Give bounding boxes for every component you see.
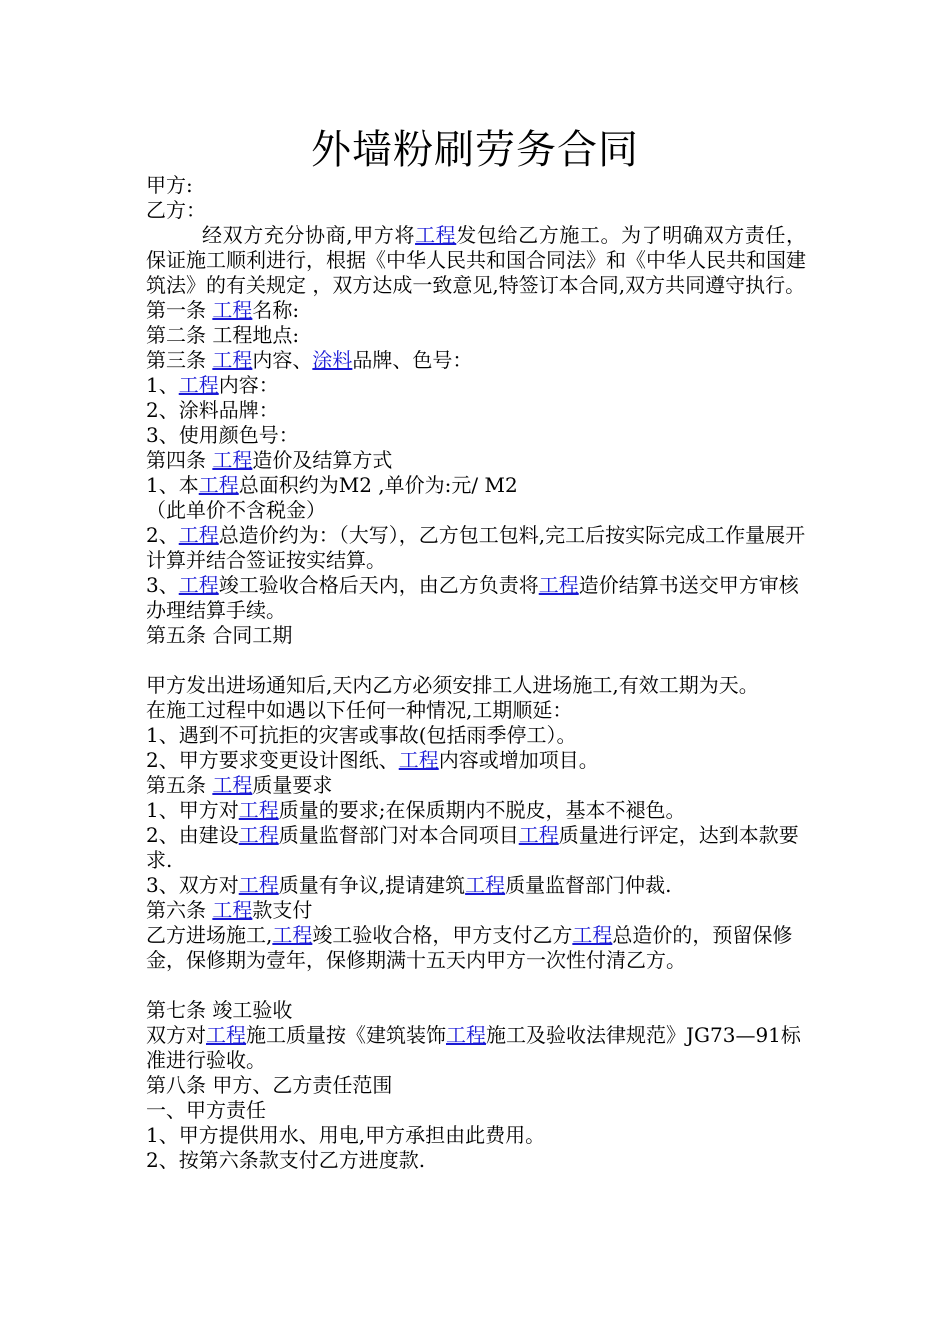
- text-run: 2、按第六条款支付乙方进度款.: [146, 1148, 426, 1172]
- text-run: 双方对: [146, 1023, 206, 1047]
- text-run: 竣工验收合格，甲方支付乙方: [312, 923, 573, 947]
- term-link[interactable]: 工程: [238, 823, 279, 847]
- text-run: 乙方：: [146, 198, 206, 222]
- term-link[interactable]: 工程: [518, 823, 559, 847]
- text-run: 品牌、色号：: [352, 348, 473, 372]
- text-run: 造价及结算方式: [252, 448, 393, 472]
- text-run: 内容或增加项目。: [438, 748, 599, 772]
- term-link[interactable]: 工程: [272, 923, 313, 947]
- text-run: 施工质量按《建筑装饰: [246, 1023, 446, 1047]
- term-link[interactable]: 工程: [212, 773, 253, 797]
- text-run: 1、甲方对: [146, 798, 239, 822]
- text-run: 质量监督部门对本合同项目: [278, 823, 519, 847]
- text-run: 经双方充分协商,甲方将: [202, 223, 416, 247]
- term-link[interactable]: 工程: [178, 373, 219, 397]
- text-run: （此单价不含税金）: [146, 498, 326, 522]
- document-title: 外墙粉刷劳务合同: [311, 127, 639, 173]
- paragraph: [146, 1148, 806, 1173]
- paragraph: [146, 373, 806, 398]
- text-run: 第六条: [146, 898, 213, 922]
- text-run: 质量要求: [252, 773, 333, 797]
- text-run: 名称:: [252, 298, 300, 322]
- text-run: 第七条 竣工验收: [146, 998, 293, 1022]
- term-link[interactable]: 工程: [178, 573, 219, 597]
- paragraph: [146, 1098, 806, 1123]
- blank-line: [146, 648, 806, 673]
- text-run: 质量监督部门仲裁.: [505, 873, 672, 897]
- paragraph: [146, 498, 806, 523]
- paragraph: [146, 398, 806, 423]
- text-run: 竣工验收合格后天内，由乙方负责将: [218, 573, 539, 597]
- text-run: 2、由建设: [146, 823, 239, 847]
- term-link[interactable]: 工程: [572, 923, 613, 947]
- term-link[interactable]: 工程: [538, 573, 579, 597]
- text-run: 内容、: [252, 348, 313, 372]
- text-run: 第二条 工程地点:: [146, 323, 300, 347]
- paragraph: [146, 998, 806, 1023]
- paragraph: [146, 473, 806, 498]
- term-link[interactable]: 工程: [238, 873, 279, 897]
- paragraph: [146, 1123, 806, 1148]
- paragraph: [146, 523, 806, 573]
- text-run: 施工及验收法律规范》JG73—91标准进行验收。: [146, 1023, 801, 1072]
- text-run: 内容：: [218, 373, 279, 397]
- paragraph: [146, 573, 806, 623]
- paragraph: [146, 198, 806, 223]
- text-run: 1、: [146, 373, 179, 397]
- term-link[interactable]: 工程: [465, 873, 506, 897]
- text-run: 2、: [146, 523, 179, 547]
- text-run: 第一条: [146, 298, 213, 322]
- term-link[interactable]: 工程: [206, 1023, 246, 1047]
- text-run: 一、甲方责任: [146, 1098, 266, 1122]
- paragraph: [146, 323, 806, 348]
- paragraph: [146, 798, 806, 823]
- term-link[interactable]: 工程: [178, 523, 219, 547]
- paragraph: [146, 423, 806, 448]
- text-run: 款支付: [252, 898, 313, 922]
- text-run: 2、甲方要求变更设计图纸、: [146, 748, 399, 772]
- text-run: 1、遇到不可抗拒的灾害或事故(包括雨季停工）。: [146, 723, 577, 747]
- text-run: 3、使用颜色号：: [146, 423, 299, 447]
- text-run: 3、: [146, 573, 179, 597]
- term-link[interactable]: 工程: [398, 748, 439, 772]
- paragraph: [146, 698, 806, 723]
- text-run: 质量有争议,提请建筑: [278, 873, 466, 897]
- text-run: 第四条: [146, 448, 213, 472]
- text-run: 质量进行评定，达到本款要求.: [146, 823, 799, 872]
- text-run: 第五条: [146, 773, 213, 797]
- term-link[interactable]: 工程: [212, 898, 253, 922]
- paragraph: [146, 898, 806, 923]
- paragraph: [146, 348, 806, 373]
- paragraph: [146, 723, 806, 748]
- paragraph: [146, 748, 806, 773]
- paragraph: [146, 173, 806, 198]
- text-run: 造价结算书送交甲方审核办理结算手续。: [146, 573, 799, 622]
- text-run: 总造价的，预留保修金，保修期为壹年，保修期满十五天内甲方一次性付清乙方。: [146, 923, 793, 972]
- paragraph: [146, 298, 806, 323]
- text-run: 总造价约为：（大写），乙方包工包料,完工后按实际完成工作量展开计算并结合签证按实结算。: [146, 523, 806, 572]
- text-run: 第五条 合同工期: [146, 623, 293, 647]
- term-link[interactable]: 工程: [212, 348, 253, 372]
- paragraph: [146, 923, 806, 973]
- document-body: [146, 173, 806, 1173]
- term-link[interactable]: 工程: [212, 448, 253, 472]
- text-run: 第三条: [146, 348, 213, 372]
- text-run: 第八条 甲方、乙方责任范围: [146, 1073, 393, 1097]
- text-run: 质量的要求;在保质期内不脱皮，基本不褪色。: [278, 798, 686, 822]
- paragraph: [146, 873, 806, 898]
- paragraph: [146, 223, 806, 298]
- text-run: 甲方:: [146, 173, 193, 197]
- term-link[interactable]: 工程: [212, 298, 253, 322]
- text-run: 3、双方对: [146, 873, 239, 897]
- paragraph: [146, 773, 806, 798]
- blank-line: [146, 973, 806, 998]
- term-link[interactable]: 工程: [238, 798, 279, 822]
- paragraph: [146, 673, 806, 698]
- paragraph: [146, 1073, 806, 1098]
- text-run: 1、本: [146, 473, 199, 497]
- text-run: 乙方进场施工,: [146, 923, 273, 947]
- paragraph: [146, 823, 806, 873]
- paragraph: [146, 623, 806, 648]
- term-link[interactable]: 工程: [415, 223, 457, 247]
- text-run: 2、涂料品牌：: [146, 398, 279, 422]
- term-link[interactable]: 工程: [198, 473, 239, 497]
- paragraph: [146, 1023, 806, 1073]
- term-link[interactable]: 工程: [446, 1023, 486, 1047]
- text-run: 总面积约为M2 ,单价为:元/ M2: [238, 473, 518, 497]
- text-run: 甲方发出进场通知后,天内乙方必须安排工人进场施工,有效工期为天。: [146, 673, 759, 697]
- term-link[interactable]: 涂料: [312, 348, 353, 372]
- text-run: 在施工过程中如遇以下任何一种情况,工期顺延：: [146, 698, 573, 722]
- text-run: 1、甲方提供用水、用电,甲方承担由此费用。: [146, 1123, 546, 1147]
- paragraph: [146, 448, 806, 473]
- text-run: 发包给乙方施工。为了明确双方责任，保证施工顺利进行，根据《中华人民共和国合同法》和《中华人民共和国建筑法》的有关规定 ，双方达成一致意见,特签订本合同,双方共同遵守执行。: [146, 223, 807, 297]
